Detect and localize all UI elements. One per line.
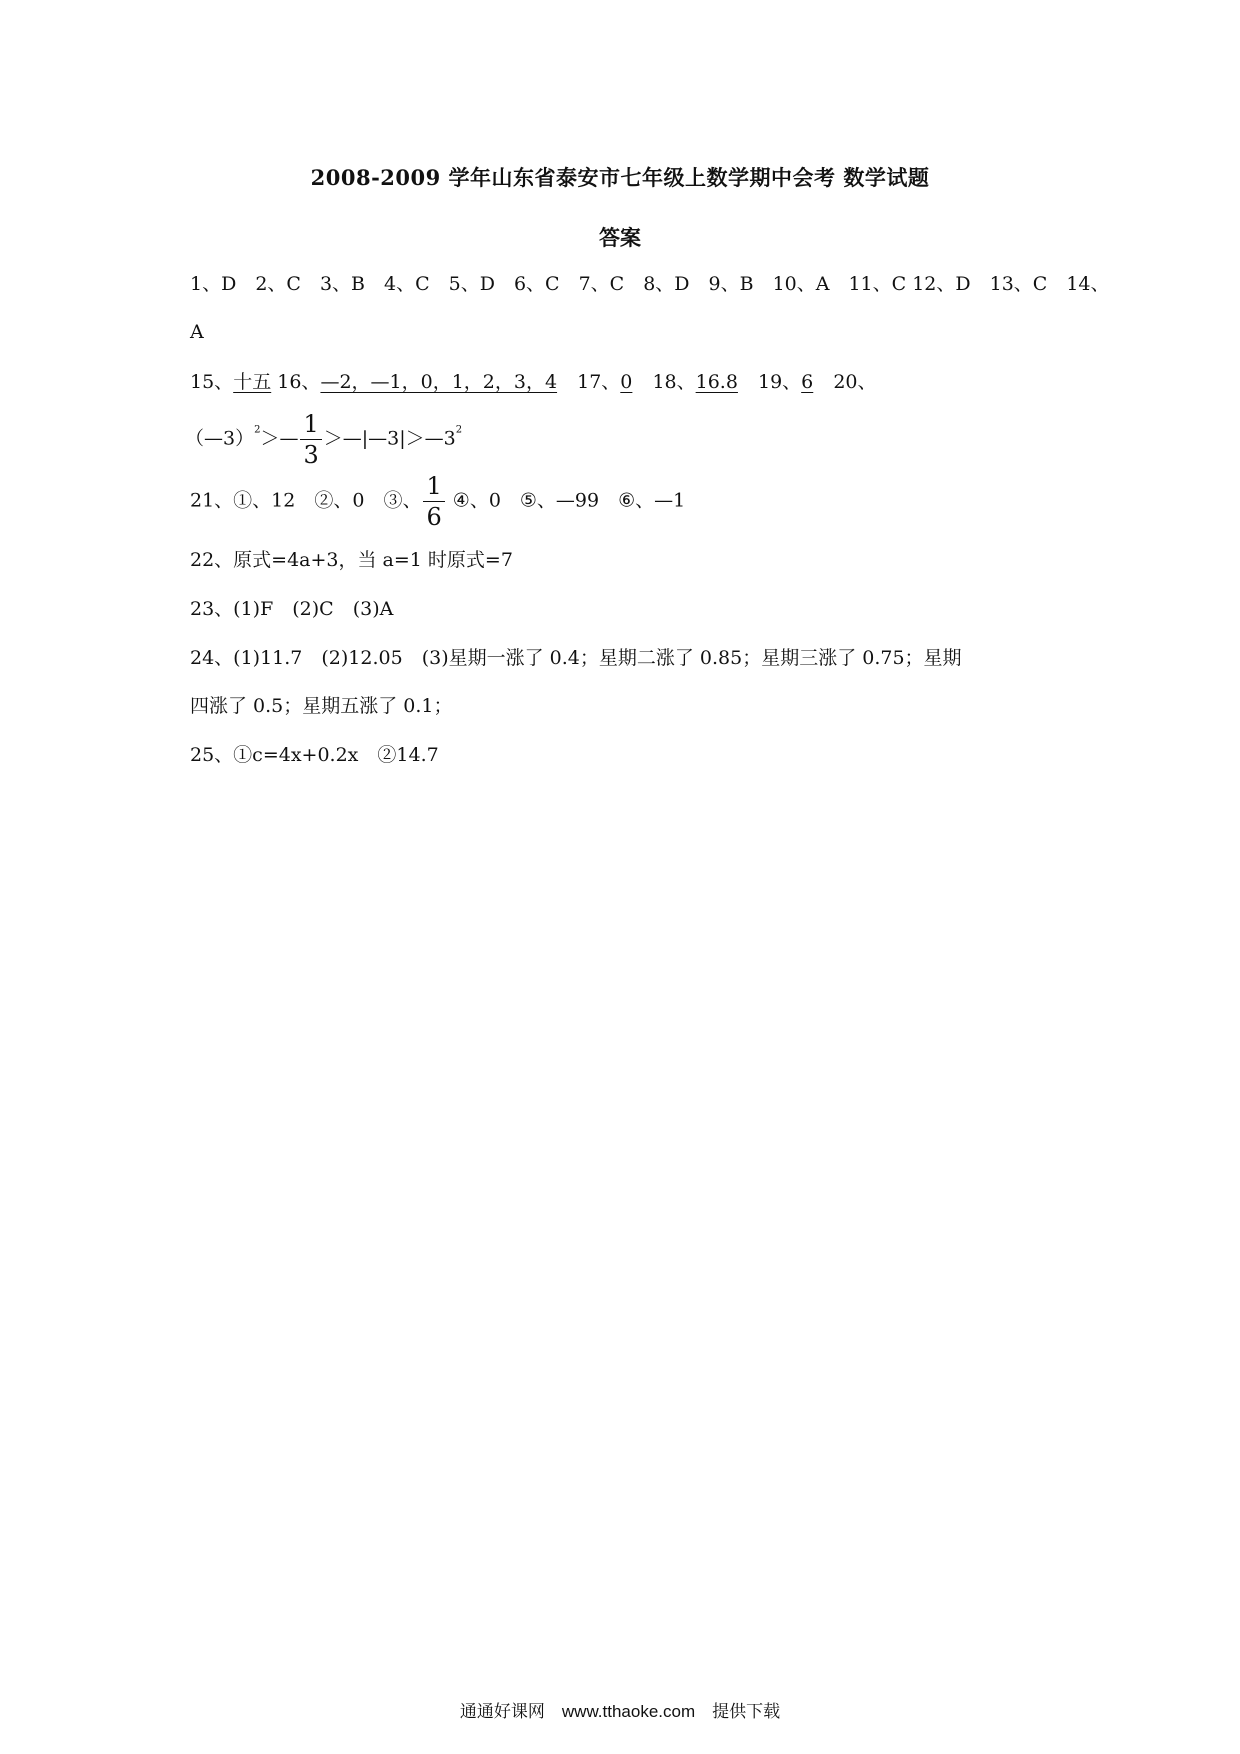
q17-answer: 0	[620, 371, 633, 393]
q16-label: 16、	[277, 371, 321, 393]
q21-part-a: 21、①、12 ②、0 ③、	[190, 489, 422, 512]
q20-exponent-2: 2	[455, 424, 463, 436]
page-footer: 通通好课网 www.tthaoke.com 提供下载	[459, 1702, 781, 1721]
answers-heading: 答案	[599, 225, 641, 250]
q20-fraction-numerator: 1	[303, 410, 319, 438]
q18-label: 18、	[652, 371, 696, 393]
answer-line-15-20	[190, 370, 877, 394]
q15-answer: 十五	[233, 371, 272, 393]
q16-answer: —2，—1，0，1，2，3，4	[320, 371, 558, 393]
q20-label: 20、	[833, 371, 877, 393]
q21-fraction-denominator: 6	[426, 503, 442, 531]
q19-label: 19、	[757, 371, 802, 393]
q18-answer: 16.8	[695, 371, 738, 393]
q20-fraction	[300, 410, 321, 469]
q20-fraction-bar	[300, 439, 321, 440]
answer-line-22: 22、原式=4a+3，当 a=1 时原式=7	[190, 549, 513, 571]
q20-fraction-denominator: 3	[303, 441, 319, 469]
answer-line-23: 23、(1)F (2)C (3)A	[190, 598, 394, 620]
q20-part3: ＞—|—3|＞—3	[323, 427, 456, 450]
q20-part2: ＞—	[260, 427, 299, 450]
q21-fraction	[423, 472, 444, 531]
answer-line-21	[190, 472, 685, 531]
q19-answer: 6	[801, 371, 814, 393]
answer-line-20-expression	[185, 410, 462, 469]
q20-part1: （—3）	[185, 427, 255, 450]
answer-line-mc-1: 1、D 2、C 3、B 4、C 5、D 6、C 7、C 8、D 9、B 10、A 11、C 12、D 13、C 14、	[190, 273, 1110, 295]
q15-label: 15、	[190, 371, 234, 393]
q21-fraction-bar	[423, 501, 444, 502]
page-title: 2008-2009 学年山东省泰安市七年级上数学期中会考 数学试题	[310, 165, 930, 190]
answer-line-25: 25、①c=4x+0.2x ②14.7	[190, 744, 439, 766]
q21-part-b: ④、0 ⑤、—99 ⑥、—1	[452, 489, 686, 512]
q17-label: 17、	[577, 371, 621, 393]
answer-line-24-1: 24、(1)11.7 (2)12.05 (3)星期一涨了 0.4；星期二涨了 0.85；星期三涨了 0.75；星期	[190, 647, 962, 669]
q20-exponent-1: 2	[254, 424, 261, 436]
answer-line-24-2: 四涨了 0.5；星期五涨了 0.1；	[190, 695, 453, 717]
q21-fraction-numerator: 1	[426, 472, 442, 500]
answer-line-mc-2: A	[190, 321, 204, 343]
